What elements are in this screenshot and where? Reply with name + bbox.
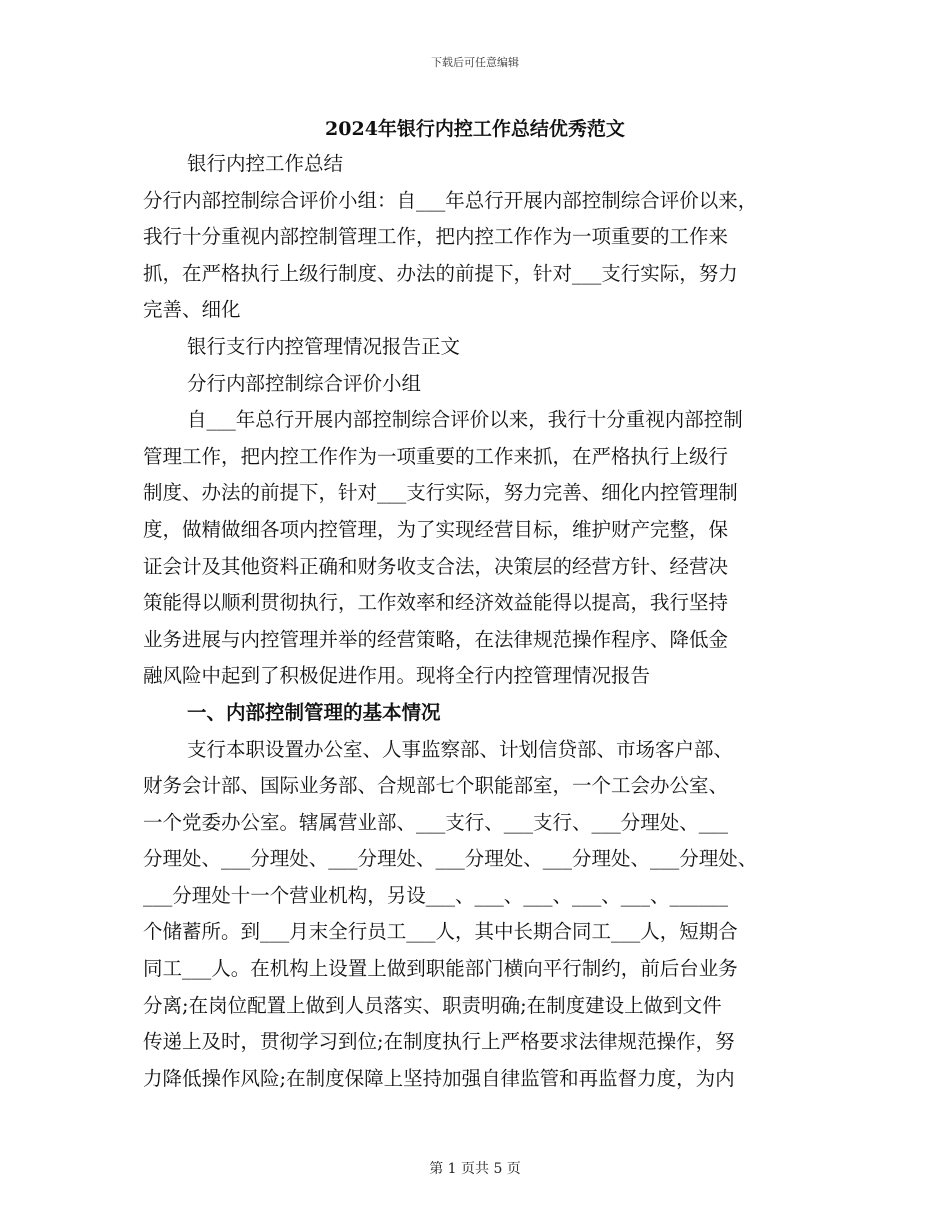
paragraph-line: 分离;在岗位配置上做到人员落实、职责明确;在制度建设上做到文件 xyxy=(143,993,722,1017)
subtitle-line: 银行支行内控管理情况报告正文 xyxy=(187,334,461,358)
paragraph-line: 个储蓄所。到___月末全行员工___人，其中长期合同工___人，短期合 xyxy=(143,920,738,944)
paragraph-line: 自___年总行开展内部控制综合评价以来，我行十分重视内部控制 xyxy=(187,408,743,432)
paragraph-line: 传递上及时，贯彻学习到位;在制度执行上严格要求法律规范操作，努 xyxy=(143,1030,735,1054)
paragraph-line: 业务进展与内控管理并举的经营策略，在法律规范操作程序、降低金 xyxy=(143,627,729,651)
document-body xyxy=(143,146,823,1097)
paragraph-line: 我行十分重视内部控制管理工作，把内控工作作为一项重要的工作来 xyxy=(143,225,729,249)
paragraph-line: 支行本职设置办公室、人事监察部、计划信贷部、市场客户部、 xyxy=(187,737,734,761)
paragraph-line: 度，做精做细各项内控管理，为了实现经营目标，维护财产完整，保 xyxy=(143,517,729,541)
section-heading: 一、内部控制管理的基本情况 xyxy=(187,700,441,724)
paragraph-line: 分行内部控制综合评价小组：自___年总行开展内部控制综合评价以来， xyxy=(143,188,758,212)
paragraph-line: 财务会计部、国际业务部、合规部七个职能部室，一个工会办公室、 xyxy=(143,774,729,798)
paragraph-line: 制度、办法的前提下，针对___支行实际，努力完善、细化内控管理制 xyxy=(143,481,738,505)
paragraph-line: ___分理处十一个营业机构，另设___、___、___、___、___、______ xyxy=(143,883,729,907)
document-title: 2024年银行内控工作总结优秀范文 xyxy=(325,118,625,140)
subtitle-line: 分行内部控制综合评价小组 xyxy=(187,371,422,395)
subtitle-line: 银行内控工作总结 xyxy=(187,152,344,175)
paragraph-line: 管理工作，把内控工作作为一项重要的工作来抓，在严格执行上级行 xyxy=(143,444,729,468)
page-footer: 第 1 页共 5 页 xyxy=(429,1161,521,1177)
paragraph-line: 力降低操作风险;在制度保障上坚持加强自律监管和再监督力度，为内 xyxy=(143,1066,735,1090)
paragraph-line: 一个党委办公室。辖属营业部、___支行、___支行、___分理处、___ xyxy=(143,810,729,834)
paragraph-line: 同工___人。在机构上设置上做到职能部门横向平行制约，前后台业务 xyxy=(143,957,738,981)
page-header: 下载后可任意编辑 xyxy=(431,56,519,69)
paragraph-line: 完善、细化 xyxy=(143,298,241,322)
paragraph-line: 策能得以顺利贯彻执行，工作效率和经济效益能得以提高，我行坚持 xyxy=(143,591,729,615)
paragraph-line: 融风险中起到了积极促进作用。现将全行内控管理情况报告 xyxy=(143,664,651,688)
paragraph-line: 分理处、___分理处、___分理处、___分理处、___分理处、___分理处、 xyxy=(143,847,758,871)
paragraph-line: 证会计及其他资料正确和财务收支合法，决策层的经营方针、经营决 xyxy=(143,554,729,578)
paragraph-line: 抓，在严格执行上级行制度、办法的前提下，针对___支行实际，努力 xyxy=(143,261,738,285)
